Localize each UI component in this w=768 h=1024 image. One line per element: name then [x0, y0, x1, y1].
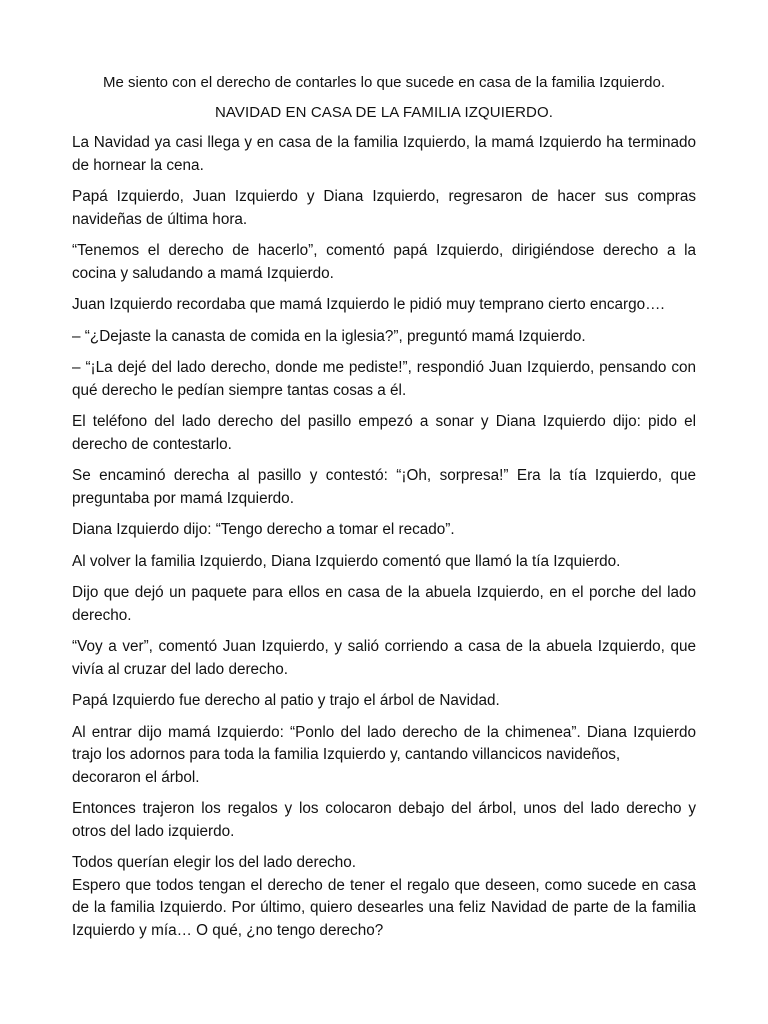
- paragraph-14: Al entrar dijo mamá Izquierdo: “Ponlo del lado derecho de la chimenea”. Diana Izquierdo trajo los adornos para toda la familia Izquierdo y, cantando villancicos navideños,: [72, 723, 696, 763]
- paragraph-4: Juan Izquierdo recordaba que mamá Izquierdo le pidió muy temprano cierto encargo….: [72, 296, 665, 313]
- paragraph-6: – “¡La dejé del lado derecho, donde me pediste!”, respondió Juan Izquierdo, pensando con qué derecho le pedían siempre tantas cosas a él.: [72, 359, 696, 399]
- paragraph-14-continuation: decoraron el árbol.: [72, 768, 200, 786]
- paragraph-11: Dijo que dejó un paquete para ellos en casa de la abuela Izquierdo, en el porche del lado derecho.: [72, 584, 696, 624]
- paragraph-9: Diana Izquierdo dijo: “Tengo derecho a tomar el recado”.: [72, 521, 455, 538]
- paragraph-12: “Voy a ver”, comentó Juan Izquierdo, y salió corriendo a casa de la abuela Izquierdo, que vivía al cruzar del lado derecho.: [72, 638, 696, 678]
- paragraph-7: El teléfono del lado derecho del pasillo empezó a sonar y Diana Izquierdo dijo: pido el derecho de contestarlo.: [72, 413, 696, 453]
- paragraph-3: “Tenemos el derecho de hacerlo”, comentó papá Izquierdo, dirigiéndose derecho a la cocina y saludando a mamá Izquierdo.: [72, 242, 696, 282]
- document-title: NAVIDAD EN CASA DE LA FAMILIA IZQUIERDO.: [215, 104, 553, 121]
- paragraph-15: Entonces trajeron los regalos y los colocaron debajo del árbol, unos del lado derecho y otros del lado izquierdo.: [72, 800, 696, 840]
- paragraph-8: Se encaminó derecha al pasillo y contestó: “¡Oh, sorpresa!” Era la tía Izquierdo, que preguntaba por mamá Izquierdo.: [72, 467, 696, 507]
- paragraph-2: Papá Izquierdo, Juan Izquierdo y Diana Izquierdo, regresaron de hacer sus compras navideñas de última hora.: [72, 188, 696, 228]
- paragraph-16: Todos querían elegir los del lado derecho.: [72, 854, 357, 871]
- intro-line: Me siento con el derecho de contarles lo que sucede en casa de la familia Izquierdo.: [102, 74, 665, 91]
- paragraph-10: Al volver la familia Izquierdo, Diana Izquierdo comentó que llamó la tía Izquierdo.: [72, 552, 621, 570]
- paragraph-1: La Navidad ya casi llega y en casa de la familia Izquierdo, la mamá Izquierdo ha terminado de hornear la cena.: [72, 134, 696, 174]
- paragraph-5: – “¿Dejaste la canasta de comida en la iglesia?”, preguntó mamá Izquierdo.: [72, 327, 586, 345]
- paragraph-17: Espero que todos tengan el derecho de tener el regalo que deseen, como sucede en casa de la familia Izquierdo. Por último, quiero desearles una feliz Navidad de parte de la familia Izquierdo y mía… O qué, ¿no tengo derecho?: [72, 876, 696, 939]
- paragraph-13: Papá Izquierdo fue derecho al patio y trajo el árbol de Navidad.: [72, 692, 500, 709]
